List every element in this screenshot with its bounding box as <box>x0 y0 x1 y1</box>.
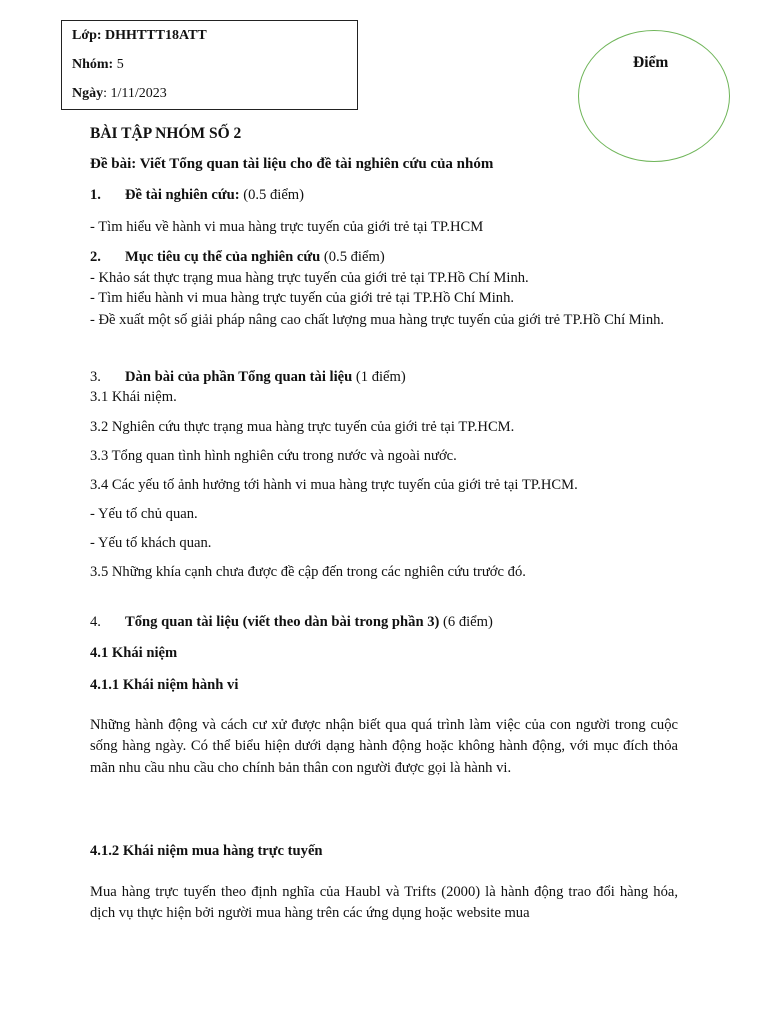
section-4-title: Tổng quan tài liệu (viết theo dàn bài trong phần 3) <box>125 614 440 630</box>
class-label: Lớp: <box>72 28 102 43</box>
section-3-number: 3. <box>90 369 101 385</box>
section-1-title: Đề tài nghiên cứu: <box>125 187 240 203</box>
outline-item: 3.5 Những khía cạnh chưa được đề cập đến trong các nghiên cứu trước đó. <box>90 564 526 580</box>
section-3-title: Dàn bài của phần Tổng quan tài liệu <box>125 369 353 385</box>
class-value: DHHTTT18ATT <box>105 28 207 43</box>
subsection-4-1: 4.1 Khái niệm <box>90 645 178 661</box>
outline-item: 3.3 Tổng quan tình hình nghiên cứu trong nước và ngoài nước. <box>90 448 457 464</box>
assignment-heading: Đề bài: Viết Tổng quan tài liệu cho đề tài nghiên cứu của nhóm <box>90 156 494 172</box>
section-1-heading <box>90 187 304 204</box>
section-4-number: 4. <box>90 614 101 630</box>
score-label: Điểm <box>633 54 669 71</box>
outline-item: - Yếu tố chủ quan. <box>90 506 198 522</box>
date-line <box>72 86 167 102</box>
outline-item: 3.2 Nghiên cứu thực trạng mua hàng trực tuyến của giới trẻ tại TP.HCM. <box>90 419 515 435</box>
date-label: Ngày <box>72 86 104 101</box>
subsection-4-1-2: 4.1.2 Khái niệm mua hàng trực tuyến <box>90 843 323 859</box>
group-value: 5 <box>116 57 124 72</box>
date-value: : 1/11/2023 <box>103 86 167 101</box>
section-2-heading <box>90 249 385 266</box>
section-2-number: 2. <box>90 249 101 265</box>
score-circle <box>578 30 730 162</box>
section-4-points: (6 điểm) <box>439 614 493 630</box>
paragraph-behavior: Những hành động và cách cư xử được nhận biết qua quá trình làm việc của con người trong cuộc sống hàng ngày. Có thể biểu hiện dưới dạng hành động hoặc không hành động, với mục đích thỏa mãn nhu cầu nhu cầu cho chính bản thân con người được gọi là hành vi. <box>90 717 678 776</box>
section-2-item: - Tìm hiểu hành vi mua hàng trực tuyến của giới trẻ tại TP.Hồ Chí Minh. <box>90 290 515 306</box>
section-1-item: - Tìm hiểu về hành vi mua hàng trực tuyến của giới trẻ tại TP.HCM <box>90 219 484 235</box>
section-3-points: (1 điểm) <box>352 369 406 385</box>
paragraph-online-shopping: Mua hàng trực tuyến theo định nghĩa của Haubl và Trifts (2000) là hành động trao đổi hàng hóa, dịch vụ thực hiện bởi người mua hàng trên các ứng dụng hoặc website mua <box>90 884 678 922</box>
section-3-heading <box>90 369 406 386</box>
section-1-points: (0.5 điểm) <box>239 187 305 203</box>
group-label: Nhóm: <box>72 57 114 72</box>
section-2-item: - Khảo sát thực trạng mua hàng trực tuyến của giới trẻ tại TP.Hồ Chí Minh. <box>90 270 529 286</box>
outline-item: - Yếu tố khách quan. <box>90 535 212 551</box>
subsection-4-1-1: 4.1.1 Khái niệm hành vi <box>90 677 239 693</box>
section-2-points: (0.5 điểm) <box>320 249 385 265</box>
group-line <box>72 57 124 73</box>
section-4-heading <box>90 614 493 631</box>
section-2-title: Mục tiêu cụ thể của nghiên cứu <box>125 249 321 265</box>
page-title: BÀI TẬP NHÓM SỐ 2 <box>90 125 242 142</box>
outline-item: 3.1 Khái niệm. <box>90 389 177 405</box>
outline-item: 3.4 Các yếu tố ảnh hưởng tới hành vi mua hàng trực tuyến của giới trẻ tại TP.HCM. <box>90 477 578 493</box>
class-line <box>72 28 207 44</box>
section-2-item: - Đề xuất một số giải pháp nâng cao chất lượng mua hàng trực tuyến của giới trẻ TP.Hồ Chí Minh. <box>90 312 665 328</box>
info-box <box>61 20 358 110</box>
section-1-number: 1. <box>90 187 101 203</box>
